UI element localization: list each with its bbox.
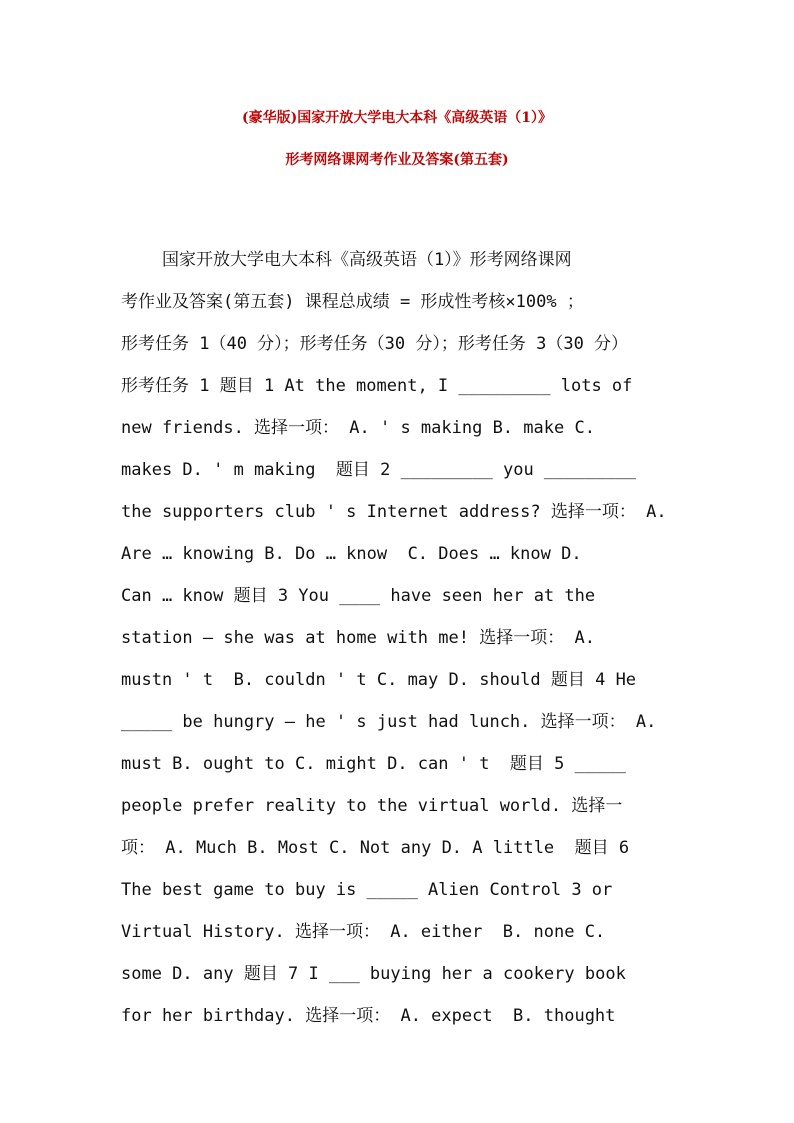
body-line: some D. any 题目 7 I ___ buying her a cookery book bbox=[121, 964, 626, 984]
body-line: 形考任务 1 题目 1 At the moment, I _________ lots of bbox=[121, 376, 633, 396]
body-line: 国家开放大学电大本科《高级英语（1）》形考网络课网 bbox=[121, 250, 572, 270]
document-title-line-1: (豪华版)国家开放大学电大本科《高级英语（1）》 bbox=[242, 110, 552, 126]
body-line: must B. ought to C. might D. can ' t 题目 5 _____ bbox=[121, 754, 626, 774]
body-line: for her birthday. 选择一项： A. expect B. thought bbox=[121, 1006, 616, 1026]
body-line: the supporters club ' s Internet address? 选择一项： A. bbox=[121, 502, 667, 522]
body-line: Can … know 题目 3 You ____ have seen her at the bbox=[121, 586, 596, 606]
body-line: people prefer reality to the virtual world. 选择一 bbox=[121, 796, 623, 816]
document-title-line-2: 形考网络课网考作业及答案(第五套) bbox=[285, 152, 509, 168]
body-line: station – she was at home with me! 选择一项： A. bbox=[121, 628, 595, 648]
body-line: _____ be hungry – he ' s just had lunch. 选择一项： A. bbox=[121, 712, 657, 732]
body-line: makes D. ' m making 题目 2 _________ you _________ bbox=[121, 460, 637, 480]
body-line: new friends. 选择一项： A. ' s making B. make C. bbox=[121, 418, 595, 438]
body-line: Virtual History. 选择一项： A. either B. none C. bbox=[121, 922, 606, 942]
body-line: 项： A. Much B. Most C. Not any D. A little 题目 6 bbox=[121, 838, 630, 858]
body-line: 考作业及答案(第五套) 课程总成绩 = 形成性考核×100% ； bbox=[121, 292, 584, 312]
body-line: 形考任务 1（40 分）；形考任务（30 分）；形考任务 3（30 分） bbox=[121, 334, 629, 354]
body-line: mustn ' t B. couldn ' t C. may D. should 题目 4 He bbox=[121, 670, 637, 690]
body-line: Are … knowing B. Do … know C. Does … know D. bbox=[121, 544, 582, 564]
body-line: The best game to buy is _____ Alien Control 3 or bbox=[121, 880, 613, 900]
